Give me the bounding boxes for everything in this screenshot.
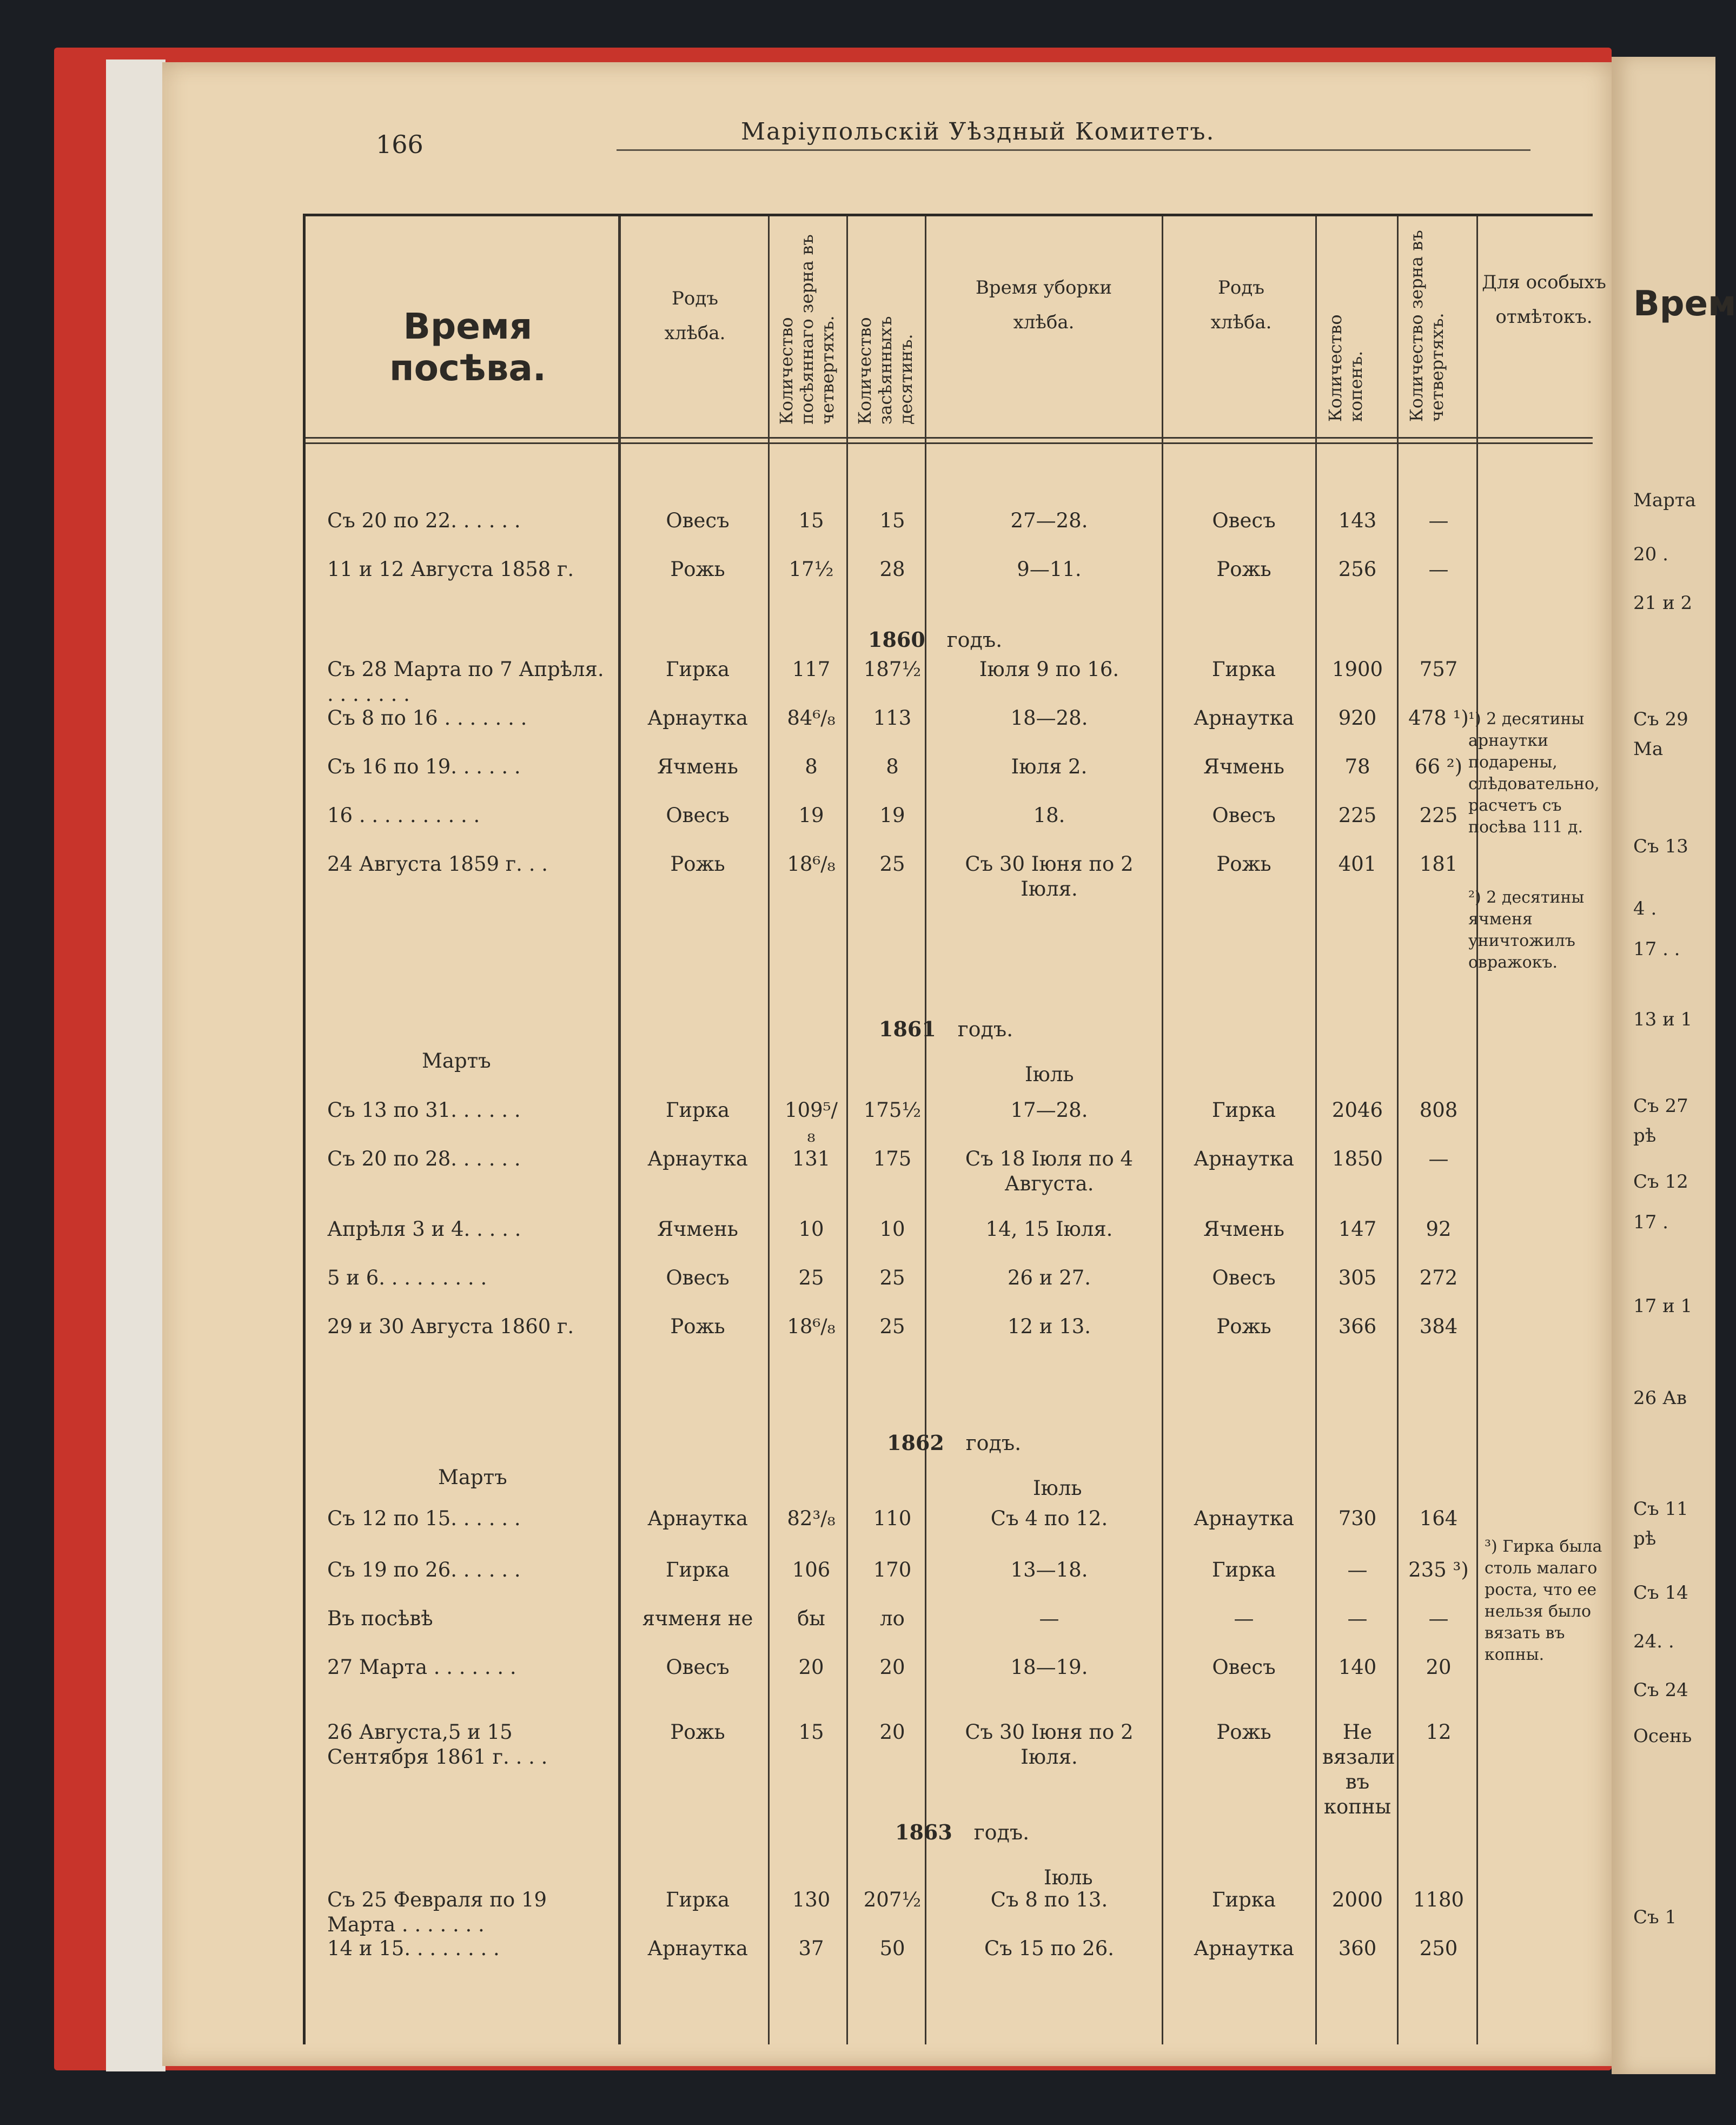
table-cell-grain: Арнаутка xyxy=(647,1507,748,1530)
header-harvest-time: Время уборки хлѣба. xyxy=(975,277,1112,333)
table-cell-sow: Апрѣля 3 и 4. . . . . xyxy=(327,1217,521,1241)
table-cell-kopny: Не вязали въ копны xyxy=(1322,1720,1395,1818)
table-cell-sow: 5 и 6. . . . . . . . . xyxy=(327,1266,487,1289)
table-cell-harvest: 18—19. xyxy=(1010,1656,1088,1679)
year-1862: 1862 годъ. xyxy=(887,1431,1022,1455)
table-cell-harvest: 9—11. xyxy=(1017,558,1082,581)
table-cell-seed: бы xyxy=(797,1607,825,1630)
table-cell-grain2: Арнаутка xyxy=(1194,1507,1294,1530)
table-cell-qty: — xyxy=(1428,1607,1449,1630)
table-cell-grain2: Ячмень xyxy=(1203,1217,1284,1241)
next-page-line: 24. . xyxy=(1633,1631,1674,1652)
table-cell-kopny: 78 xyxy=(1344,755,1370,778)
table-cell-seed: 25 xyxy=(798,1266,824,1289)
table-cell-grain: Овесъ xyxy=(666,1656,730,1679)
header-rule-1 xyxy=(306,437,1593,439)
harvest-table xyxy=(303,214,1606,2044)
col-rule xyxy=(1397,216,1399,2044)
header-grain-type: Родъ хлѣба. xyxy=(664,288,726,344)
table-cell-qty: 164 xyxy=(1419,1507,1458,1530)
col-rule xyxy=(1476,216,1478,2044)
table-cell-grain2: Овесъ xyxy=(1212,804,1276,827)
year-1861: 1861 годъ. xyxy=(879,1017,1013,1041)
table-cell-grain2: Рожь xyxy=(1216,558,1271,581)
table-cell-seed: 20 xyxy=(798,1656,824,1679)
table-cell-qty: 12 xyxy=(1426,1720,1452,1744)
table-cell-kopny: 920 xyxy=(1338,706,1377,730)
table-cell-kopny: 1850 xyxy=(1331,1147,1383,1170)
table-cell-sow: Въ посѣвѣ xyxy=(327,1607,433,1630)
header-grain-type-2: Родъ хлѣба. xyxy=(1210,277,1272,333)
table-cell-qty: 250 xyxy=(1419,1937,1458,1960)
table-cell-qty: 1180 xyxy=(1413,1888,1465,1911)
table-cell-grain2: Гирка xyxy=(1211,1888,1276,1911)
page-edge xyxy=(106,59,165,2071)
table-cell-grain: Рожь xyxy=(670,558,725,581)
table-cell-area: 20 xyxy=(879,1656,905,1679)
table-cell-grain: Гирка xyxy=(665,1888,730,1911)
table-cell-seed: 19 xyxy=(798,804,824,827)
table-cell-area: 25 xyxy=(879,852,905,876)
table-cell-kopny: 2000 xyxy=(1331,1888,1383,1911)
table-cell-seed: 130 xyxy=(792,1888,831,1911)
next-page-line: рѣ xyxy=(1633,1528,1657,1550)
table-cell-qty: 757 xyxy=(1419,658,1458,681)
table-cell-harvest: — xyxy=(1039,1607,1059,1630)
table-cell-sow: Съ 28 Марта по 7 Апрѣля. . . . . . . . xyxy=(327,658,604,706)
table-cell-qty: 20 xyxy=(1426,1656,1452,1679)
table-cell-area: 25 xyxy=(879,1315,905,1338)
table-cell-harvest: Съ 18 Іюля по 4 Августа. xyxy=(965,1147,1134,1195)
table-cell-qty: — xyxy=(1428,558,1449,581)
table-cell-kopny: 401 xyxy=(1338,852,1377,876)
next-page-line: рѣ xyxy=(1633,1125,1657,1147)
table-cell-kopny: 256 xyxy=(1338,558,1377,581)
table-cell-qty: 384 xyxy=(1419,1315,1458,1338)
next-page-line: Съ 12 xyxy=(1633,1171,1688,1193)
table-cell-harvest: 26 и 27. xyxy=(1007,1266,1091,1289)
table-cell-sow: 24 Августа 1859 г. . . xyxy=(327,852,548,876)
table-cell-seed: 131 xyxy=(792,1147,831,1170)
next-page-line: 17 . . xyxy=(1633,938,1680,960)
next-page-line: Съ 24 xyxy=(1633,1679,1688,1701)
table-cell-sow: Съ 20 по 28. . . . . . xyxy=(327,1147,521,1170)
table-cell-seed: 10 xyxy=(798,1217,824,1241)
next-page-line: Осень xyxy=(1633,1725,1692,1747)
table-cell-sow: Съ 25 Февраля по 19 Марта . . . . . . . xyxy=(327,1888,547,1936)
table-cell-kopny: — xyxy=(1347,1558,1368,1581)
table-cell-seed: 8 xyxy=(805,755,818,778)
table-cell-kopny: 730 xyxy=(1338,1507,1377,1530)
table-cell-grain: Овесъ xyxy=(666,804,730,827)
table-cell-harvest: 17—28. xyxy=(1010,1098,1088,1122)
table-cell-sow: 14 и 15. . . . . . . . xyxy=(327,1937,500,1960)
table-cell-grain2: Рожь xyxy=(1216,1315,1271,1338)
table-cell-seed: 117 xyxy=(792,658,831,681)
table-cell-grain: Арнаутка xyxy=(647,706,748,730)
table-cell-area: 10 xyxy=(879,1217,905,1241)
table-cell-seed: 17½ xyxy=(789,558,834,581)
header-area-amount: Количество засѣянныхъ десятинъ. xyxy=(854,316,916,425)
table-cell-seed: 18⁶/₈ xyxy=(787,852,836,876)
table-cell-qty: 808 xyxy=(1419,1098,1458,1122)
table-cell-harvest: Съ 30 Іюня по 2 Іюля. xyxy=(965,1720,1134,1769)
table-cell-area: 175½ xyxy=(863,1098,922,1122)
table-cell-qty: — xyxy=(1428,1147,1449,1170)
header-sowing-time: Время посѣва. xyxy=(389,306,546,389)
next-page-line: 26 Ав xyxy=(1633,1387,1687,1409)
month-label: Іюль xyxy=(1033,1477,1082,1500)
table-cell-area: 25 xyxy=(879,1266,905,1289)
month-label: Іюль xyxy=(1044,1866,1093,1889)
table-cell-seed: 109⁵/₈ xyxy=(785,1098,838,1147)
table-cell-area: 28 xyxy=(879,558,905,581)
table-cell-qty: — xyxy=(1428,509,1449,532)
table-cell-seed: 15 xyxy=(798,509,824,532)
table-cell-harvest: 18. xyxy=(1033,804,1065,827)
table-cell-harvest: 13—18. xyxy=(1010,1558,1088,1581)
year-1863: 1863 годъ. xyxy=(895,1820,1030,1844)
table-cell-sow: Съ 16 по 19. . . . . . xyxy=(327,755,521,778)
table-cell-area: 110 xyxy=(873,1507,912,1530)
table-cell-kopny: — xyxy=(1347,1607,1368,1630)
next-page-line: Съ 1 xyxy=(1633,1906,1677,1928)
table-cell-area: 207½ xyxy=(863,1888,922,1911)
table-cell-grain: Арнаутка xyxy=(647,1147,748,1170)
next-page-line: 13 и 1 xyxy=(1633,1009,1693,1030)
table-cell-area: ло xyxy=(880,1607,905,1630)
col-rule xyxy=(1162,216,1163,2044)
table-cell-grain: Рожь xyxy=(670,1720,725,1744)
table-cell-grain2: Овесъ xyxy=(1212,1656,1276,1679)
table-cell-area: 187½ xyxy=(863,658,922,681)
col-rule xyxy=(618,216,621,2044)
month-label: Мартъ xyxy=(422,1049,491,1073)
table-cell-grain2: Овесъ xyxy=(1212,1266,1276,1289)
table-cell-kopny: 366 xyxy=(1338,1315,1377,1338)
next-page-line: Съ 13 xyxy=(1633,836,1688,857)
table-cell-harvest: Іюля 2. xyxy=(1011,755,1088,778)
table-cell-grain2: Арнаутка xyxy=(1194,1937,1294,1960)
col-rule xyxy=(768,216,770,2044)
table-cell-grain: Гирка xyxy=(665,658,730,681)
next-page-line: 17 и 1 xyxy=(1633,1295,1693,1317)
table-cell-sow: 27 Марта . . . . . . . xyxy=(327,1656,516,1679)
table-cell-seed: 18⁶/₈ xyxy=(787,1315,836,1338)
table-cell-seed: 84⁶/₈ xyxy=(787,706,836,730)
next-page-fragment xyxy=(1612,57,1736,2074)
header-seed-amount: Количество посѣяннаго зерна въ четвертяхъ. xyxy=(776,234,838,425)
table-cell-sow: 26 Августа,5 и 15 Сентября 1861 г. . . . xyxy=(327,1720,548,1769)
table-cell-grain: Арнаутка xyxy=(647,1937,748,1960)
table-cell-sow: Съ 13 по 31. . . . . . xyxy=(327,1098,521,1122)
header-notes: Для особыхъ отмѣтокъ. xyxy=(1482,272,1606,328)
table-cell-grain2: Рожь xyxy=(1216,1720,1271,1744)
header-rule-2 xyxy=(306,442,1593,444)
table-cell-harvest: 14, 15 Іюля. xyxy=(985,1217,1113,1241)
table-cell-harvest: Съ 8 по 13. xyxy=(990,1888,1108,1911)
table-cell-grain: Овесъ xyxy=(666,509,730,532)
table-cell-sow: Съ 20 по 22. . . . . . xyxy=(327,509,521,532)
table-cell-sow: 29 и 30 Августа 1860 г. xyxy=(327,1315,574,1338)
table-cell-qty: 478 ¹) xyxy=(1408,706,1469,730)
table-cell-area: 113 xyxy=(873,706,912,730)
table-cell-area: 15 xyxy=(879,509,905,532)
month-label: Мартъ xyxy=(438,1466,507,1489)
next-page-line: 20 . xyxy=(1633,544,1668,565)
table-cell-grain: Ячмень xyxy=(657,1217,738,1241)
header-kopny: Количество копенъ. xyxy=(1325,314,1366,422)
table-cell-grain: Ячмень xyxy=(657,755,738,778)
table-cell-area: 170 xyxy=(873,1558,912,1581)
table-cell-grain2: Ячмень xyxy=(1203,755,1284,778)
next-page-line: Марта xyxy=(1633,489,1696,511)
table-cell-kopny: 147 xyxy=(1338,1217,1377,1241)
table-cell-harvest: 18—28. xyxy=(1010,706,1088,730)
table-cell-harvest: 27—28. xyxy=(1010,509,1088,532)
table-cell-sow: 11 и 12 Августа 1858 г. xyxy=(327,558,574,581)
table-cell-seed: 37 xyxy=(798,1937,824,1960)
table-cell-kopny: 225 xyxy=(1338,804,1377,827)
table-cell-kopny: 360 xyxy=(1338,1937,1377,1960)
month-label: Іюль xyxy=(1025,1063,1074,1086)
running-head: Маріупольскій Уѣздный Комитетъ. xyxy=(741,118,1215,145)
table-cell-grain: ячменя не xyxy=(642,1607,753,1630)
table-cell-sow: Съ 12 по 15. . . . . . xyxy=(327,1507,521,1530)
table-cell-area: 20 xyxy=(879,1720,905,1744)
table-cell-area: 19 xyxy=(879,804,905,827)
table-cell-harvest: Съ 30 Іюня по 2 Іюля. xyxy=(965,852,1134,901)
col-rule xyxy=(846,216,848,2044)
next-page-line: 17 . xyxy=(1633,1212,1668,1233)
table-cell-grain: Рожь xyxy=(670,1315,725,1338)
table-cell-qty: 66 ²) xyxy=(1414,755,1463,778)
next-page-line: 21 и 2 xyxy=(1633,592,1693,614)
table-cell-area: 50 xyxy=(879,1937,905,1960)
table-cell-grain2: Гирка xyxy=(1211,1098,1276,1122)
table-cell-grain2: Гирка xyxy=(1211,658,1276,681)
next-page-line: Съ 27 xyxy=(1633,1095,1688,1117)
col-rule xyxy=(1315,216,1317,2044)
table-cell-area: 8 xyxy=(886,755,899,778)
table-cell-grain: Рожь xyxy=(670,852,725,876)
table-cell-area: 175 xyxy=(873,1147,912,1170)
page-number: 166 xyxy=(376,130,423,159)
table-cell-kopny: 140 xyxy=(1338,1656,1377,1679)
table-cell-grain: Овесъ xyxy=(666,1266,730,1289)
table-cell-qty: 225 xyxy=(1419,804,1458,827)
next-page-header: Врем xyxy=(1633,284,1736,324)
next-page-line: Съ 11 xyxy=(1633,1498,1688,1520)
table-cell-grain2: — xyxy=(1234,1607,1254,1630)
header-rule xyxy=(617,149,1530,151)
table-cell-qty: 181 xyxy=(1419,852,1458,876)
table-cell-qty: 235 ³) xyxy=(1408,1558,1469,1581)
next-page-line: Ма xyxy=(1633,738,1664,760)
table-cell-seed: 82³/₈ xyxy=(787,1507,836,1530)
table-cell-grain2: Арнаутка xyxy=(1194,1147,1294,1170)
table-cell-kopny: 2046 xyxy=(1331,1098,1383,1122)
footnote-1: ¹) 2 десятины арнаутки подарены, слѣдовательно, расчетъ съ посѣва 111 д. xyxy=(1468,710,1600,837)
table-cell-grain2: Арнаутка xyxy=(1194,706,1294,730)
header-grain-qty: Количество зерна въ четвертяхъ. xyxy=(1406,230,1447,422)
next-page-line: 4 . xyxy=(1633,898,1657,919)
table-cell-sow: Съ 19 по 26. . . . . . xyxy=(327,1558,521,1581)
next-page-line: Съ 14 xyxy=(1633,1582,1688,1604)
table-cell-sow: 16 . . . . . . . . . . xyxy=(327,804,480,827)
table-cell-grain: Гирка xyxy=(665,1558,730,1581)
table-cell-kopny: 143 xyxy=(1338,509,1377,532)
table-cell-seed: 106 xyxy=(792,1558,831,1581)
table-cell-qty: 92 xyxy=(1426,1217,1452,1241)
table-cell-sow: Съ 8 по 16 . . . . . . . xyxy=(327,706,527,730)
table-cell-harvest: Съ 15 по 26. xyxy=(984,1937,1114,1960)
col-rule xyxy=(925,216,926,2044)
table-cell-seed: 15 xyxy=(798,1720,824,1744)
table-cell-grain2: Гирка xyxy=(1211,1558,1276,1581)
table-cell-kopny: 305 xyxy=(1338,1266,1377,1289)
table-cell-harvest: Съ 4 по 12. xyxy=(990,1507,1108,1530)
year-1860: 1860 годъ. xyxy=(868,627,1003,652)
next-page-line: Съ 29 xyxy=(1633,709,1688,730)
table-cell-grain2: Овесъ xyxy=(1212,509,1276,532)
footnote-3: ³) Гирка была столь малаго роста, что ее нельзя было вязать въ копны. xyxy=(1485,1537,1602,1664)
table-cell-harvest: Іюля 9 по 16. xyxy=(979,658,1119,681)
table-cell-qty: 272 xyxy=(1419,1266,1458,1289)
table-cell-grain: Гирка xyxy=(665,1098,730,1122)
table-cell-kopny: 1900 xyxy=(1331,658,1383,681)
table-cell-harvest: 12 и 13. xyxy=(1007,1315,1091,1338)
footnote-2: ²) 2 десятины ячменя уничтожилъ овражокъ. xyxy=(1468,888,1585,972)
table-cell-grain2: Рожь xyxy=(1216,852,1271,876)
